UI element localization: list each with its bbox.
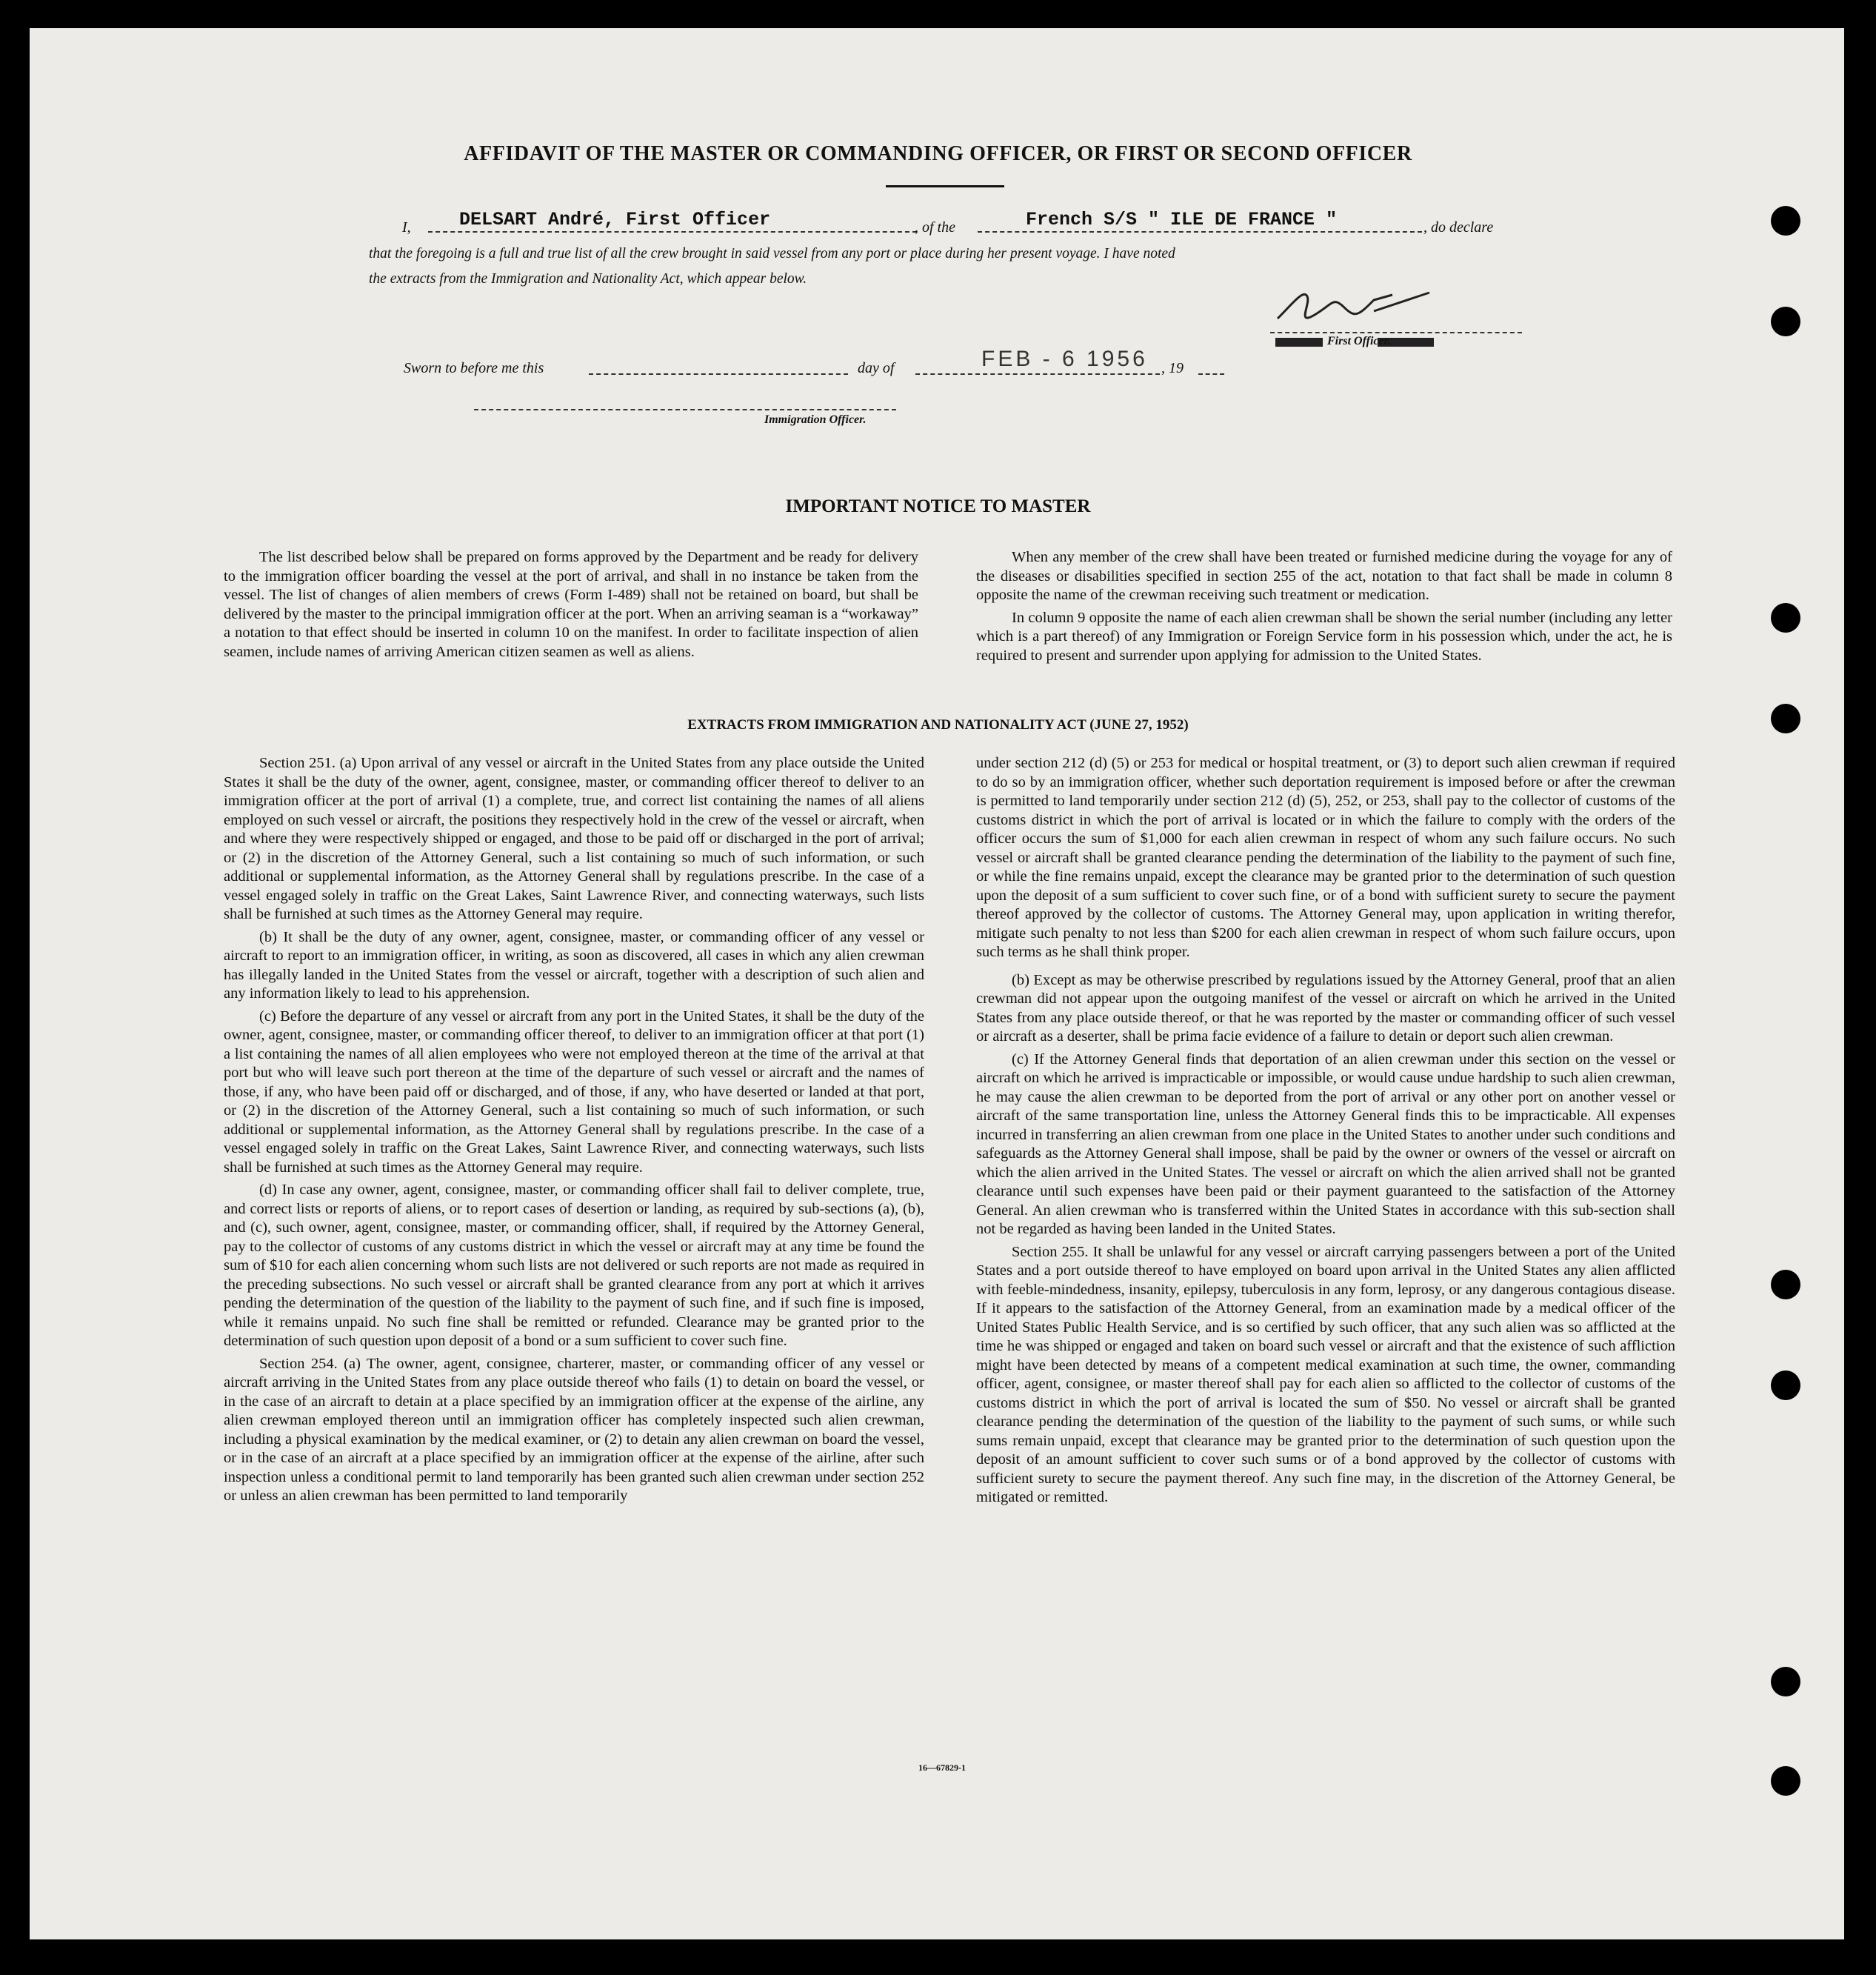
vessel-name: French S/S " ILE DE FRANCE " [1026,209,1338,230]
section-254-a: Section 254. (a) The owner, agent, consignee, charterer, master, or commanding officer of any vessel or aircraft arriving in the United States from any place outside thereof who fails (1) to detain on board the vessel, or in the case of an aircraft to detain at a place specified by an immigration officer at the expense of the airline, any alien crewman employed thereon until an immigration officer has completely inspected such alien crewman, including a physical examination by the medical examiner, or (2) to detain any alien crewman on board the vessel, or in the case of an aircraft at a place specified by an immigration officer at the expense of the airline, after such inspection unless a conditional permit to land temporarily has been granted such alien crewman under section 252 or unless an alien crewman has been permitted to land temporarily [224,1355,924,1504]
section-254-c: (c) If the Attorney General finds that deportation of an alien crewman under this section on the vessel or aircraft on which he arrived is impracticable or impossible, or would cause undue hardship to such alien crewman, he may cause the alien crewman to be deported from the port of arrival or any other port on another vessel or aircraft of the same transportation line, unless the Attorney General finds this to be impracticable. All expenses incurred in transferring an alien crewman from one place in the United States to another under such conditions and safeguards as the Attorney General shall impose, shall be paid by the owner or owners of the vessel or aircraft on which the alien arrived in the United States. The vessel or aircraft on which the alien arrived shall not be granted clearance until such expenses have been paid or their payment guaranteed to the satisfaction of the Attorney General. An alien crewman who is transferred within the United States in accordance with this sub-section shall not be regarded as having been landed in the United States. [976,1050,1675,1237]
section-254-b: (b) Except as may be otherwise prescribed by regulations issued by the Attorney General, proof that an alien crewman did not appear upon the outgoing manifest of the vessel or aircraft on which he arrived in the United States from any place outside thereof, or that he was reported by the master or commanding officer of such vessel or aircraft as a deserter, shall be prima facie evidence of a failure to detain or deport such alien crewman. [976,971,1675,1045]
statement-line-2: the extracts from the Immigration and Nationality Act, which appear below. [369,271,807,287]
notice-right-paragraph-1: When any member of the crew shall have been treated or furnished medicine during the voyage for any of the diseases or disabilities specified in section 255 of the act, notation to that fact shall be made in column 8 opposite the name of the crewman receiving such treatment or medication. [976,549,1672,603]
notice-right-paragraph-2: In column 9 opposite the name of each alien crewman shall be shown the serial number (including any letter which is a part thereof) of any Immigration or Foreign Service form in his possession which, under the act, he is required to present and surrender upon applying for admission to the United States. [976,609,1672,664]
date-stamp: FEB - 6 1956 [981,347,1148,371]
section-251-a: Section 251. (a) Upon arrival of any vessel or aircraft in the United States from any place outside the United States it shall be the duty of the owner, agent, consignee, master, or commanding officer thereof to deliver to an immigration officer at the port of arrival (1) a complete, true, and correct list containing the names of all aliens employed on such vessel or aircraft, the positions they respectively hold in the crew of the vessel or aircraft, when and where they were respectively shipped or engaged, and those to be paid off or discharged in the port of arrival; or (2) in the discretion of the Attorney General, such a list containing so much of such information, or such additional or supplemental information, as the Attorney General shall by regulations prescribe. In the case of a vessel engaged solely in traffic on the Great Lakes, Saint Lawrence River, and connecting waterways, such lists shall be furnished at such times as the Attorney General may require. [224,755,924,922]
punch-hole [1771,1766,1800,1796]
section-254-a-continued: under section 212 (d) (5) or 253 for medical or hospital treatment, or (3) to deport such alien crewman if required to do so by an immigration officer, whether such deportation requirement is imposed before or after the crewman is permitted to land temporarily under section 212 (d) (5), 252, or 253, shall pay to the collector of customs of the customs district in which the port of arrival is located or in which the failure to comply with the orders of the officer occurs the sum of $1,000 for each alien crewman in respect of whom any such failure occurs. No such vessel or aircraft shall be granted clearance pending the determination of the liability to the payment of such fine, or while the fine remains unpaid, except the clearance may be granted prior to the determination of such question upon the deposit of a sum sufficient to cover such fine, or of a bond with sufficient surety to secure the payment thereof approved by the collector of customs. The Attorney General may, upon application in writing therefor, mitigate such penalty to not less than $200 for each alien crewman in respect of whom such failure occurs, upon such terms as he shall think proper. [976,755,1675,960]
officer-signature-line [1270,332,1522,333]
officer-caption: First Officer. [1327,335,1391,347]
sworn-label: Sworn to before me this [404,360,544,376]
struck-text [1275,338,1323,347]
do-declare-label: , do declare [1423,219,1494,236]
punch-hole [1771,206,1800,236]
date-line [915,373,1160,375]
year-line [1198,373,1224,375]
section-251-d: (d) In case any owner, agent, consignee, master, or commanding officer shall fail to deliver complete, true, and correct lists or reports of aliens, or to report cases of desertion or landing, as required by sub-sections (a), (b), and (c), such owner, agent, consignee, master, or commanding officer, shall, if required by the Attorney General, pay to the collector of customs of any customs district in which the vessel or aircraft may at any time be found the sum of $10 for each alien concerning whom such lists are not delivered or such reports are not made as required in the preceding subsections. No such vessel or aircraft shall be granted clearance from any port at which it arrives pending the determination of the question of the liability to the payment of such fine, and if such fine is imposed, while it remains unpaid. No such fine shall be remitted or refunded. Clearance may be granted prior to the determination of such question upon deposit of a bond or a sum sufficient to cover such fine. [224,1182,924,1349]
section-251-b: (b) It shall be the duty of any owner, agent, consignee, master, or commanding officer of any vessel or aircraft to report to an immigration officer, in writing, as soon as discovered, all cases in which any alien crewman has illegally landed in the United States from the vessel or aircraft, together with a description of such alien and any information likely to lead to his apprehension. [224,928,924,1002]
affidavit-title: AFFIDAVIT OF THE MASTER OR COMMANDING OFFICER, OR FIRST OR SECOND OFFICER [464,142,1412,165]
notice-right-column [976,548,1672,669]
punch-hole [1771,603,1800,633]
section-255: Section 255. It shall be unlawful for any vessel or aircraft carrying passengers between a port of the United States and a port outside thereof to have employed on board upon arrival in the United States any alien afflicted with feeble-mindedness, insanity, epilepsy, tuberculosis in any form, leprosy, or any dangerous contagious disease. If it appears to the satisfaction of the Attorney General, from an examination made by a medical officer of the United States Public Health Service, and is so certified by such officer, that any such alien was so afflicted at the time he was shipped or engaged and taken on board such vessel or aircraft and that the existence of such affliction might have been detected by means of a competent medical examination at such time, the owner, commanding officer, agent, consignee, or master thereof shall pay for each alien so afflicted to the collector of customs of the customs district in which the port of arrival is located the sum of $50. No vessel or aircraft shall be granted clearance pending the determination of the question of the liability to the payment of such sums, or while such sums remain unpaid, except that clearance may be granted prior to the determination of such question upon the deposit of an amount sufficient to cover such sums or of a bond approved by the collector of customs with sufficient surety to secure the payment thereof. Any such fine may, in the discretion of the Attorney General, be mitigated or remitted. [976,1243,1675,1505]
title-rule [886,185,1004,187]
notice-left-column [224,548,918,665]
i-label: I, [402,219,411,236]
extracts-left-column [224,754,924,1510]
immigration-officer-line [474,409,896,410]
year-label: , 19 [1161,360,1184,376]
extracts-right-column [976,754,1675,1511]
officer-signature [1263,282,1433,333]
notice-title: IMPORTANT NOTICE TO MASTER [785,496,1091,516]
form-number: 16—67829-1 [918,1762,966,1773]
notice-left-paragraph: The list described below shall be prepared on forms approved by the Department and be ready for delivery to the immigration officer boarding the vessel at the port of arrival, and shall in no instance be taken from the vessel. The list of changes of alien members of crews (Form I-489) shall not be retained on board, but shall be delivered by the master to the principal immigration officer at the port. When an arriving seaman is a “workaway” a notation to that effect should be inserted in column 10 on the manifest. In order to facilitate inspection of alien seamen, include names of arriving American citizen seamen as well as aliens. [224,549,918,660]
declarant-name: DELSART André, First Officer [459,209,771,230]
extracts-title: EXTRACTS FROM IMMIGRATION AND NATIONALITY ACT (JUNE 27, 1952) [687,717,1189,733]
statement-line-1: that the foregoing is a full and true list of all the crew brought in said vessel from any port or place during her present voyage. I have noted [369,246,1175,262]
vessel-line [978,231,1422,233]
of-the-label: , of the [915,219,955,236]
punch-hole [1771,1667,1800,1696]
punch-hole [1771,307,1800,336]
sworn-day-line [589,373,848,375]
section-251-c: (c) Before the departure of any vessel or aircraft from any port in the United States, it shall be the duty of the owner, agent, consignee, master, or commanding officer thereof, to deliver to an immigration officer at that port (1) a list containing the names of all alien employees who were not employed thereon at the time of the arrival at that port but who will leave such port thereon at the time of the departure of such vessel or aircraft and the names of those, if any, who have been paid off or discharged, and of those, if any, who have deserted or landed at that port, or (2) in the discretion of the Attorney General, such a list containing so much of such information, or such additional or supplemental information, as the Attorney General shall by regulations prescribe. In the case of a vessel engaged solely in traffic on the Great Lakes, Saint Lawrence River, and connecting waterways, such lists shall be furnished at such times as the Attorney General may require. [224,1008,924,1176]
declarant-line [428,231,917,233]
punch-hole [1771,1270,1800,1299]
day-of-label: day of [858,360,895,376]
immigration-officer-caption: Immigration Officer. [764,413,867,426]
punch-hole [1771,1370,1800,1400]
